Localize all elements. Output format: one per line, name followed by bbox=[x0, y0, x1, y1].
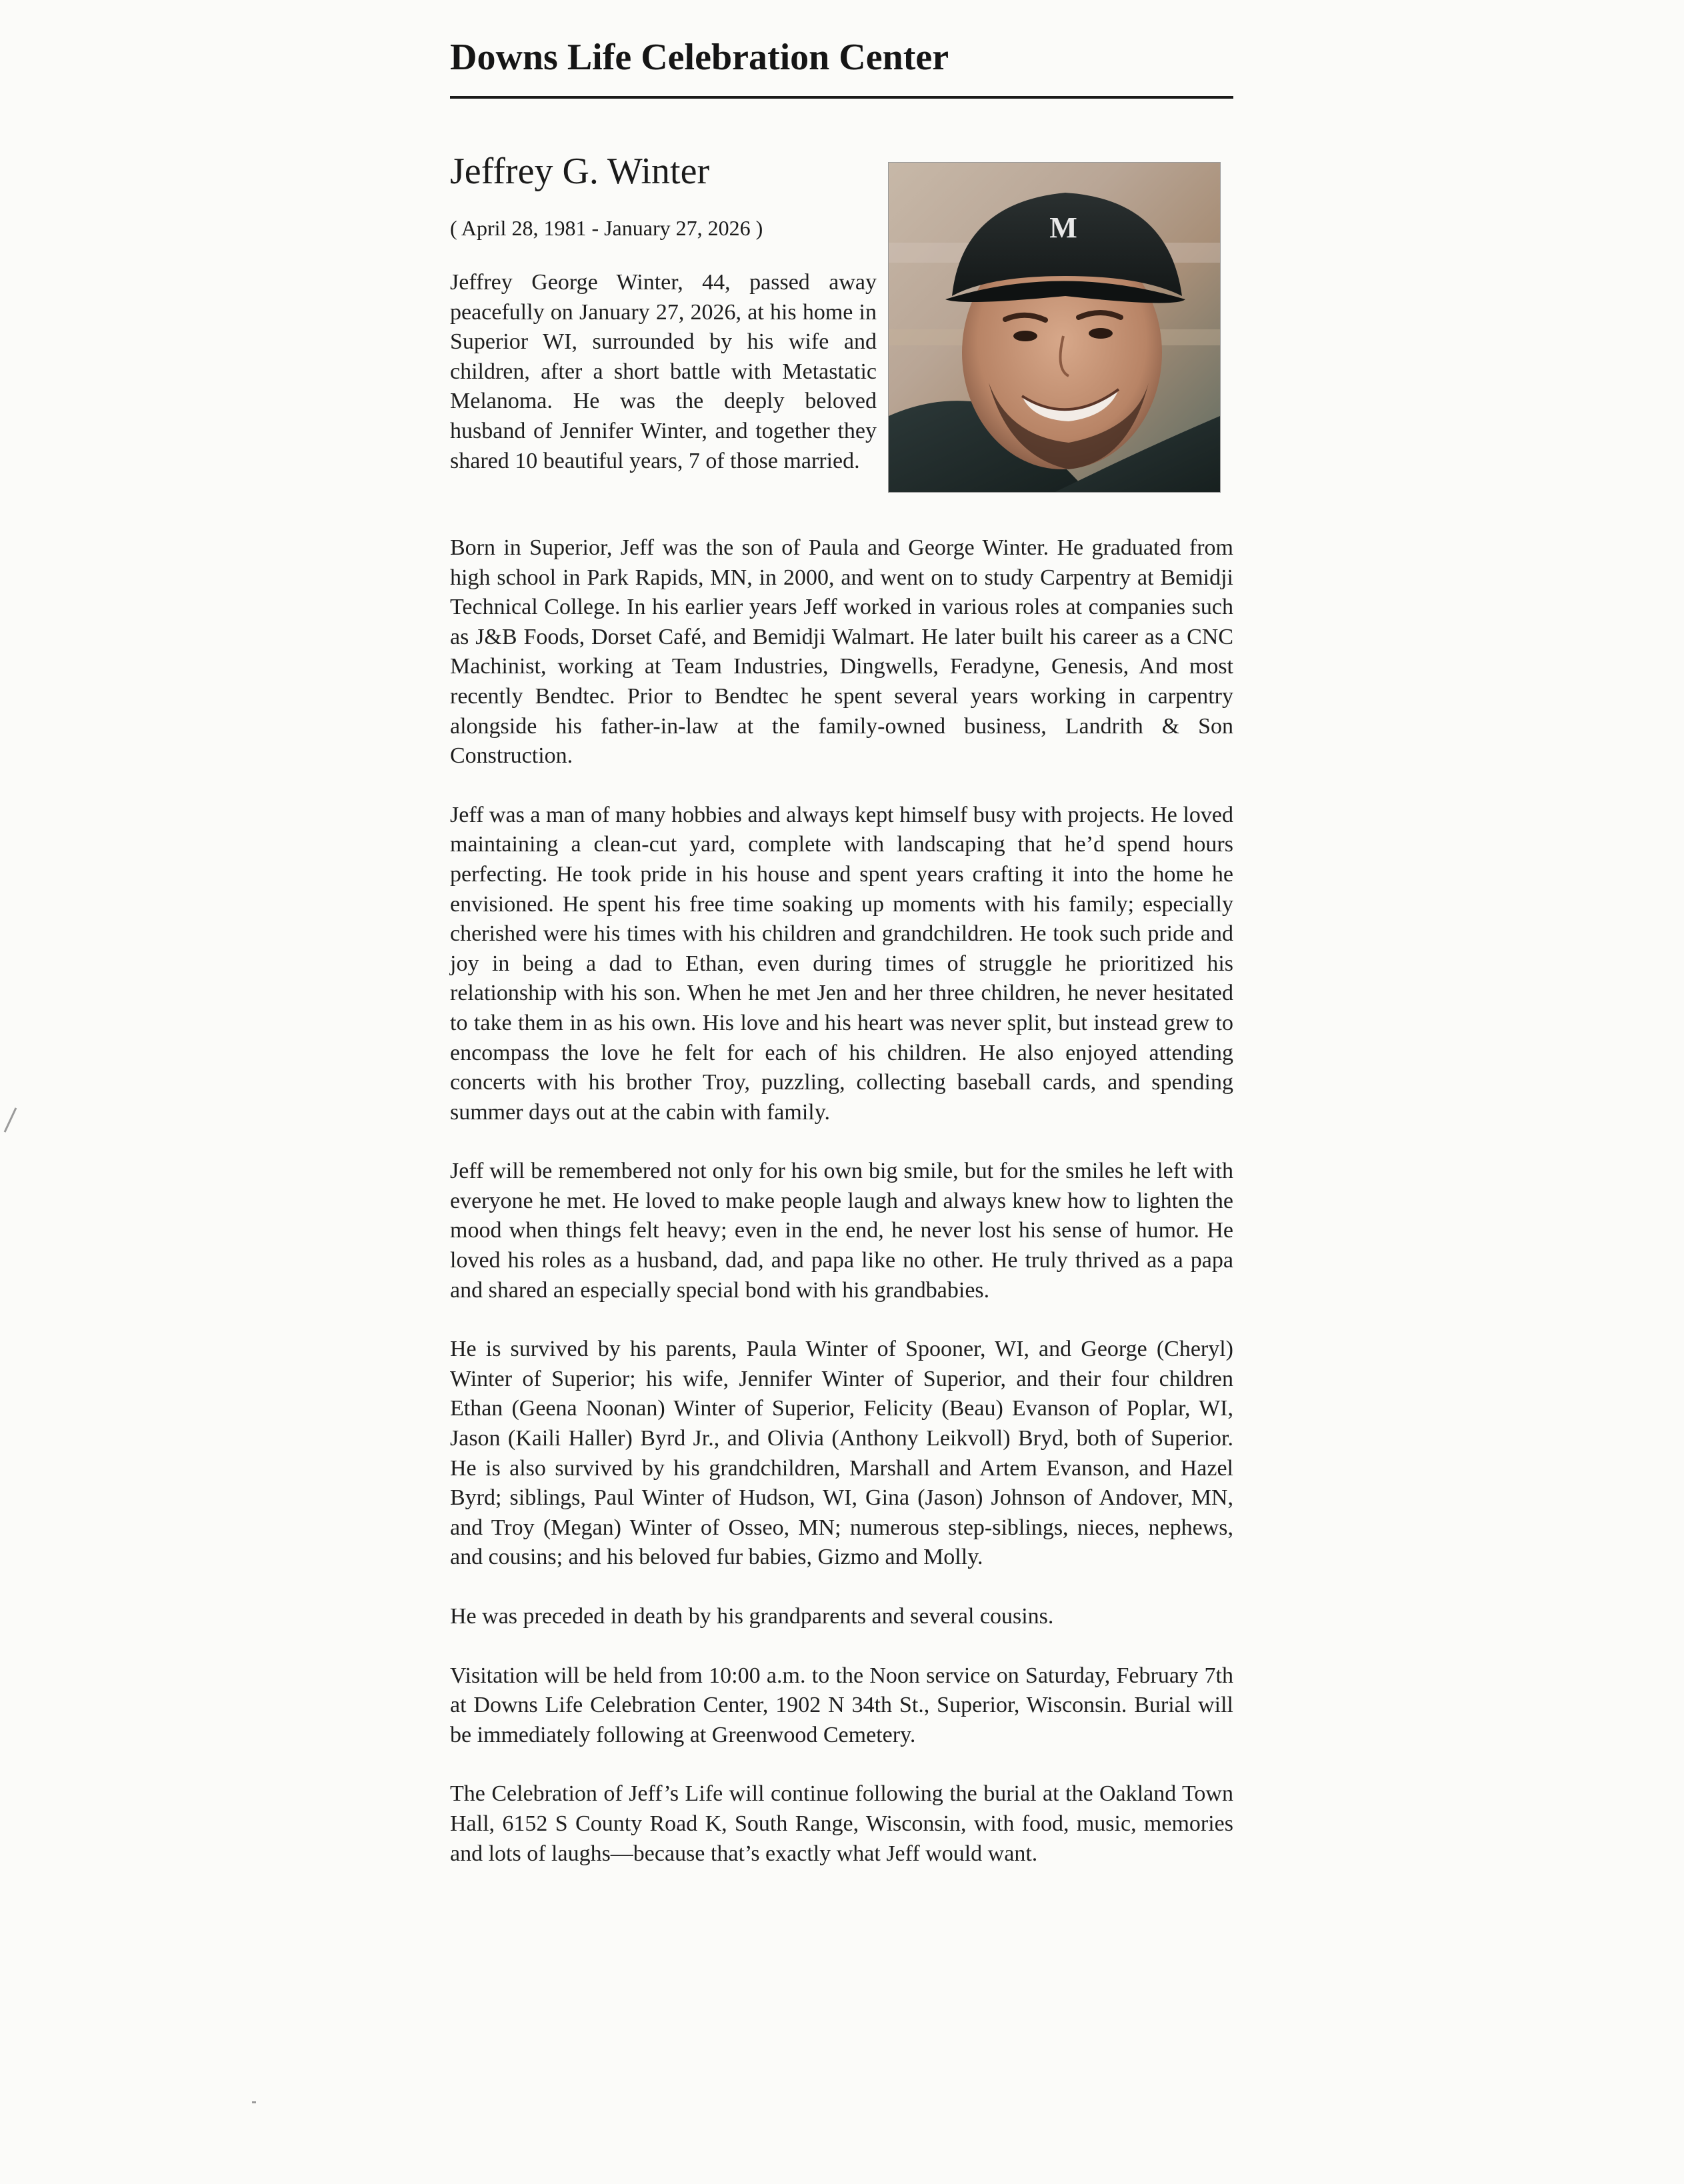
scan-mark bbox=[252, 2101, 256, 2103]
portrait-photo bbox=[888, 162, 1221, 493]
paragraph-background: Born in Superior, Jeff was the son of Paula and George Winter. He graduated from high school in Park Rapids, MN, in 2000, and went on to study Carpentry at Bemidji Technical College. In his earlier years Jeff worked in various roles at companies such as J&B Foods, Dorset Café, and Bemidji Walmart. He later built his career as a CNC Machinist, working at Team Industries, Dingwells, Feradyne, Genesis, And most recently Bendtec. Prior to Bendtec he spent several years working in carpentry alongside his father-in-law at the family-owned business, Landrith & Son Construction. bbox=[450, 535, 1233, 769]
life-dates: ( April 28, 1981 - January 27, 2026 ) bbox=[450, 216, 763, 240]
deceased-name: Jeffrey G. Winter bbox=[450, 151, 710, 192]
scan-mark bbox=[4, 1107, 17, 1133]
header-divider bbox=[450, 96, 1233, 99]
paragraph-hobbies: Jeff was a man of many hobbies and always kept himself busy with projects. He loved maintaining a clean-cut yard, complete with landscaping that he’d spend hours perfecting. He took pride in his house and spent years crafting it into the home he envisioned. He spent his free time soaking up moments with his family; especially cherished were his times with his children and grandchildren. He took such pride and joy in being a dad to Ethan, even during times of struggle he prioritized his relationship with his son. When he met Jen and her three children, he never hesitated to take them in as his own. His love and his heart was never split, but instead grew to encompass the love he felt for each of his children. He also enjoyed attending concerts with his brother Troy, puzzling, collecting baseball cards, and spending summer days out at the cabin with family. bbox=[450, 802, 1233, 1125]
obituary-body bbox=[450, 533, 1233, 1898]
paragraph-celebration: The Celebration of Jeff’s Life will continue following the burial at the Oakland Town Hall, 6152 S County Road K, South Range, Wisconsin, with food, music, memories and lots of laughs—because that’s exactly what Jeff would want. bbox=[450, 1781, 1233, 1866]
paragraph-preceded: He was preceded in death by his grandparents and several cousins. bbox=[450, 1604, 1054, 1629]
paragraph-remembrance: Jeff will be remembered not only for his own big smile, but for the smiles he left with everyone he met. He loved to make people laugh and always knew how to lighten the mood when things felt heavy; even in the end, he never lost his sense of humor. He loved his roles as a husband, dad, and papa like no other. He truly thrived as a papa and shared an especially special bond with his grandbabies. bbox=[450, 1159, 1233, 1303]
portrait-image bbox=[889, 163, 1220, 492]
paragraph-survivors: He is survived by his parents, Paula Winter of Spooner, WI, and George (Cheryl) Winter of Superior; his wife, Jennifer Winter of Superior, and their four children Ethan (Geena Noonan) Winter of Superior, Felicity (Beau) Evanson of Poplar, WI, Jason (Kaili Haller) Byrd Jr., and Olivia (Anthony Leikvoll) Bryd, both of Superior. He is also survived by his grandchildren, Marshall and Artem Evanson, and Hazel Byrd; siblings, Paul Winter of Hudson, WI, Gina (Jason) Johnson of Andover, MN, and Troy (Megan) Winter of Osseo, MN; numerous step-siblings, nieces, nephews, and cousins; and his beloved fur babies, Gizmo and Molly. bbox=[450, 1337, 1233, 1570]
header-title: Downs Life Celebration Center bbox=[450, 37, 949, 78]
svg-text:M: M bbox=[1049, 211, 1077, 244]
intro-paragraph: Jeffrey George Winter, 44, passed away peacefully on January 27, 2026, at his home in Superior WI, surrounded by his wife and children, after a short battle with Metastatic Melanoma. He was the deeply beloved husband of Jennifer Winter, and together they shared 10 beautiful years, 7 of those married. bbox=[450, 270, 877, 473]
paragraph-visitation: Visitation will be held from 10:00 a.m. to the Noon service on Saturday, February 7th at Downs Life Celebration Center, 1902 N 34th St., Superior, Wisconsin. Burial will be immediately following at Greenwood Cemetery. bbox=[450, 1663, 1233, 1747]
